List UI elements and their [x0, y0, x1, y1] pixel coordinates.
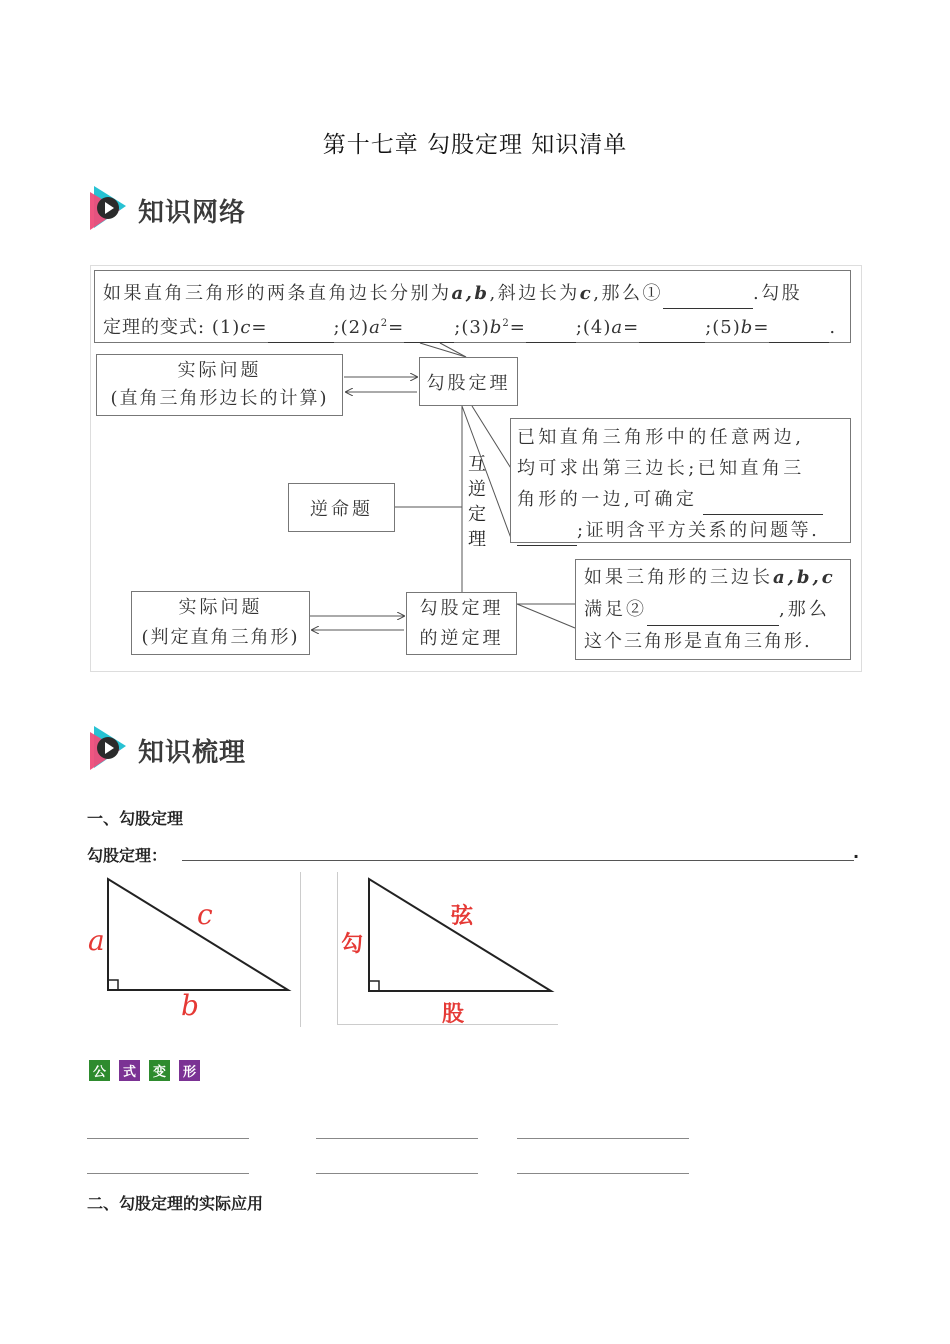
blank-variant-4[interactable] [639, 322, 705, 343]
page-title: 第十七章 勾股定理 知识清单 [322, 132, 628, 158]
side-b-label: b [181, 989, 199, 1022]
side-gou-label: 勾 [341, 932, 364, 957]
blank-variant-5[interactable] [769, 322, 829, 343]
mutual-converse-label: 互 逆 定 理 [468, 454, 486, 550]
practical-problem-box-2: 实际问题 (判定直角三角形) [131, 591, 310, 655]
badge-bian: 变 [149, 1060, 170, 1081]
side-a-label: a [88, 924, 105, 957]
practical-problem-box-1: 实际问题 (直角三角形边长的计算) [96, 354, 343, 416]
play-logo-icon [88, 724, 128, 772]
blank-determine[interactable] [703, 494, 823, 515]
triangle-figure-abc [85, 872, 301, 1027]
section-2-heading: 二、勾股定理的实际应用 [87, 1194, 264, 1213]
formula-blank-3[interactable] [517, 1137, 689, 1139]
statement-line-1: 如果直角三角形的两条直角边长分别为a,b,斜边长为c,那么① .勾股 [103, 279, 842, 309]
application-box: 已知直角三角形中的任意两边, 均可求出第三边长;已知直角三 角形的一边,可确定 ;证明含平方关系的问题等. [510, 418, 851, 543]
badge-gong: 公 [89, 1060, 110, 1081]
pythagorean-theorem-box: 勾股定理 [419, 357, 518, 406]
formula-blank-4[interactable] [87, 1172, 249, 1174]
blank-variant-2[interactable] [404, 322, 454, 343]
section-title-review: 知识梳理 [138, 738, 247, 768]
formula-blank-2[interactable] [316, 1137, 478, 1139]
formula-blank-5[interactable] [316, 1172, 478, 1174]
theorem-statement-box [94, 270, 851, 343]
badge-xing: 形 [179, 1060, 200, 1081]
side-c-label: c [197, 898, 213, 931]
side-xian-label: 弦 [451, 904, 474, 929]
blank-1[interactable] [663, 288, 753, 309]
triangle-figure-gougu [337, 872, 558, 1025]
section-header-review [88, 722, 288, 776]
theorem-fill-line: 勾股定理： . [87, 843, 860, 865]
formula-blank-6[interactable] [517, 1172, 689, 1174]
blank-variant-3[interactable] [526, 322, 576, 343]
converse-theorem-box: 勾股定理 的逆定理 [406, 592, 517, 655]
blank-determine-cont[interactable] [517, 525, 577, 546]
converse-condition-box: 如果三角形的三边长a,b,c 满足② ,那么 这个三角形是直角三角形. [575, 559, 851, 660]
blank-variant-1[interactable] [268, 322, 334, 343]
statement-line-2: 定理的变式: $(1)c= ;(2)a^2=$ $;(3)b^2=$ ;(4)a= ;(5)b= . [103, 309, 842, 343]
blank-2[interactable] [647, 605, 779, 626]
section-1-heading: 一、勾股定理 [87, 809, 184, 828]
section-title-network: 知识网络 [138, 198, 247, 228]
formula-blank-1[interactable] [87, 1137, 249, 1139]
theorem-blank[interactable] [182, 860, 854, 861]
formula-variant-badges [89, 1060, 200, 1081]
badge-shi: 式 [119, 1060, 140, 1081]
converse-proposition-box: 逆命题 [288, 483, 395, 532]
side-gu-label: 股 [442, 1002, 465, 1027]
